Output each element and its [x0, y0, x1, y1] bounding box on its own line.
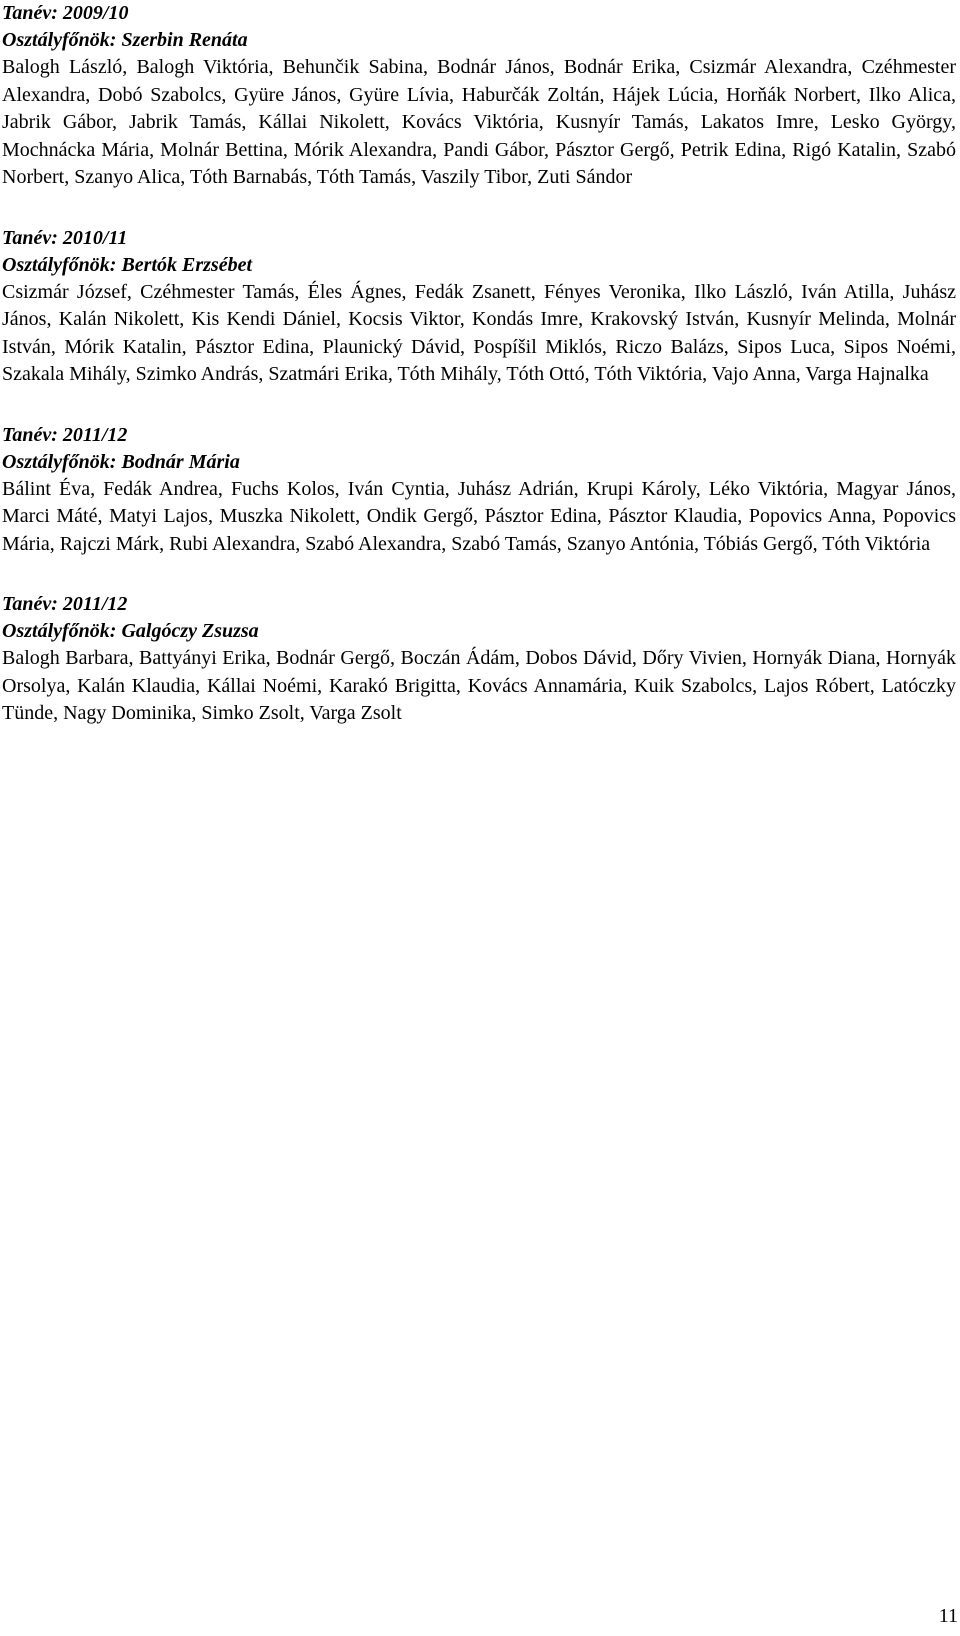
class-section-2010-11: [2, 225, 956, 389]
class-section-2011-12-galgoczy: [2, 591, 956, 728]
student-names-paragraph: Bálint Éva, Fedák Andrea, Fuchs Kolos, Iván Cyntia, Juhász Adrián, Krupi Károly, Léko Viktória, Magyar János, Marci Máté, Matyi Lajos, Muszka Nikolett, Ondik Gergő, Pásztor Edina, Pásztor Klaudia, Popovics Anna, Popovics Mária, Rajczi Márk, Rubi Alexandra, Szabó Alexandra, Szabó Tamás, Szanyo Antónia, Tóbiás Gergő, Tóth Viktória: [2, 477, 956, 555]
class-list-content: [2, 0, 956, 761]
class-teacher-heading: Osztályfőnök: Bodnár Mária: [2, 450, 240, 473]
page-number: 11: [938, 1605, 958, 1627]
class-section-2011-12-bodnar: [2, 422, 956, 559]
student-names-paragraph: Balogh László, Balogh Viktória, Behunčik Sabina, Bodnár János, Bodnár Erika, Csizmár Alexandra, Czéhmester Alexandra, Dobó Szabolcs, Gyüre János, Gyüre Lívia, Haburčák Zoltán, Hájek Lúcia, Horňák Norbert, Ilko Alica, Jabrik Gábor, Jabrik Tamás, Kállai Nikolett, Kovács Viktória, Kusnyír Tamás, Lakatos Imre, Lesko György, Mochnácka Mária, Molnár Bettina, Mórik Alexandra, Pandi Gábor, Pásztor Gergő, Petrik Edina, Rigó Katalin, Szabó Norbert, Szanyo Alica, Tóth Barnabás, Tóth Tamás, Vaszily Tibor, Zuti Sándor: [2, 56, 956, 188]
class-section-2009-10: [2, 0, 956, 192]
student-names-paragraph: Csizmár József, Czéhmester Tamás, Éles Ágnes, Fedák Zsanett, Fényes Veronika, Ilko László, Iván Atilla, Juhász János, Kalán Nikolett, Kis Kendi Dániel, Kocsis Viktor, Kondás Imre, Krakovský István, Kusnyír Melinda, Molnár István, Mórik Katalin, Pásztor Edina, Plaunický Dávid, Pospíšil Miklós, Riczo Balázs, Sipos Luca, Sipos Noémi, Szakala Mihály, Szimko András, Szatmári Erika, Tóth Mihály, Tóth Ottó, Tóth Viktória, Vajo Anna, Varga Hajnalka: [2, 280, 956, 385]
school-year-heading: Tanév: 2009/10: [2, 2, 129, 24]
class-teacher-heading: Osztályfőnök: Szerbin Renáta: [2, 29, 248, 51]
school-year-heading: Tanév: 2010/11: [2, 226, 128, 249]
school-year-heading: Tanév: 2011/12: [2, 423, 128, 446]
student-names-paragraph: Balogh Barbara, Battyányi Erika, Bodnár Gergő, Boczán Ádám, Dobos Dávid, Dőry Vivien, Hornyák Diana, Hornyák Orsolya, Kalán Klaudia, Kállai Noémi, Karakó Brigitta, Kovács Annamária, Kuik Szabolcs, Lajos Róbert, Latóczky Tünde, Nagy Dominika, Simko Zsolt, Varga Zsolt: [2, 647, 956, 724]
class-teacher-heading: Osztályfőnök: Bertók Erzsébet: [2, 253, 252, 276]
school-year-heading: Tanév: 2011/12: [2, 593, 128, 615]
class-teacher-heading: Osztályfőnök: Galgóczy Zsuzsa: [2, 620, 259, 642]
